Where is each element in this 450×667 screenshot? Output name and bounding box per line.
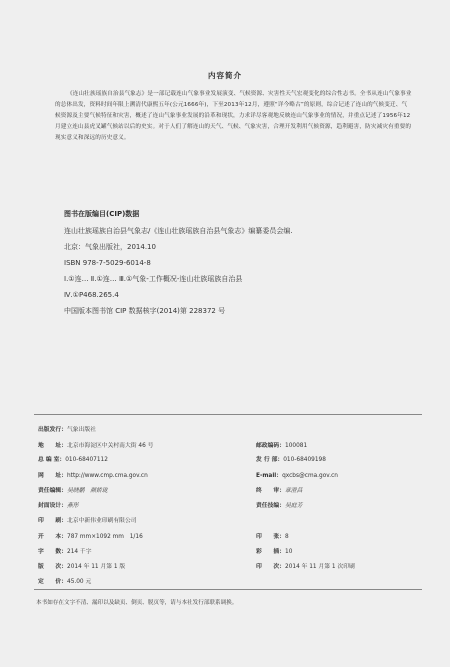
field-value: http://www.cmp.cma.gov.cn [67, 473, 148, 479]
publisher-row [38, 454, 428, 466]
field-label: 封面设计： [38, 503, 67, 509]
cip-line: ISBN 978-7-5029-6014-8 [64, 259, 151, 267]
field-value: 2014 年 11 月第 1 次印刷 [285, 564, 355, 570]
field-label: 定 价： [38, 579, 67, 585]
cip-block [64, 223, 414, 319]
field-label: 印 张： [256, 534, 285, 540]
field-value: 10 [285, 549, 293, 555]
field-label: 出版发行： [38, 427, 67, 433]
summary-text [55, 89, 412, 144]
field-label: 彩 插： [256, 549, 285, 555]
publisher-row [38, 561, 428, 573]
publisher-row [38, 531, 428, 543]
divider-top [34, 414, 422, 415]
field-value: 章澄昌 [285, 488, 303, 494]
field-label: 版 次： [38, 564, 67, 570]
field-value: 气象出版社 [67, 427, 96, 433]
field-value: 燕彤 [67, 503, 79, 509]
publisher-row [38, 515, 428, 527]
field-value: 45.00 元 [67, 579, 92, 585]
cip-heading: 图书在版编目(CIP)数据 [64, 210, 140, 218]
field-label: 地 址： [38, 443, 67, 449]
cip-line: 连山壮族瑶族自治县气象志/《连山壮族瑶族自治县气象志》编纂委员会编. [64, 227, 293, 235]
field-value: 214 千字 [67, 549, 92, 555]
footer-notice: 本书如存在文字不清、漏印以及缺页、倒页、脱页等，请与本社发行部联系调换。 [36, 600, 238, 606]
field-label: 总 编 室： [38, 457, 66, 463]
publisher-row [38, 576, 428, 588]
publisher-row [38, 424, 428, 436]
field-label: 邮政编码： [256, 443, 285, 449]
field-label: 字 数： [38, 549, 67, 555]
cip-number: 中国版本图书馆 CIP 数据核字(2014)第 228372 号 [64, 307, 226, 315]
field-label: 发 行 部： [256, 457, 284, 463]
cip-line: Ⅳ.①P468.265.4 [64, 291, 119, 299]
field-value: 吴庭芳 [285, 503, 303, 509]
field-label: 责任技编： [256, 503, 285, 509]
field-value: 010-68409198 [283, 457, 326, 463]
publisher-row [38, 500, 428, 512]
field-value: qxcbs@cma.gov.cn [282, 473, 338, 479]
publisher-row [38, 546, 428, 558]
cip-line: Ⅰ.①连… Ⅱ.①连… Ⅲ.①气象-工作概况-连山壮族瑶族自治县 [64, 275, 243, 283]
field-value: 吴晓鹏 颜娇珑 [67, 488, 108, 494]
field-label: 印 次： [256, 564, 285, 570]
field-label: E-mail： [256, 473, 283, 479]
summary-paragraph: 《连山壮族瑶族自治县气象志》是一部记载连山气象事业发展演变、气候资源、灾害性天气宏观变化的综合性志书。全书从连山气象事业的总体出发，资料时间年限上溯清代康熙五年(公元1666年)，下至2013年12月，遵照“详今略古”的原则，综合记述了连山的气候变迁、气候资源及主要气候特征和灾害，概述了连山气象事业发展的沿革和现状，力求详尽客观地反映连山气象事业的情况，并重点记述了1956年12月建立连山县虎叉罐气候站以后的史实。对于人们了解连山的天气、气候、气象灾害，合理开发利用气候资源，趋利避害，防灾减灾有重要的现实意义和深远的历史意义。 [55, 91, 412, 141]
field-label: 网 址： [38, 473, 67, 479]
cip-line: 北京：气象出版社，2014.10 [64, 243, 156, 251]
field-value: 787 mm×1092 mm 1/16 [67, 534, 143, 540]
field-label: 终 审： [256, 488, 285, 494]
publisher-row [38, 440, 428, 452]
field-label: 责任编辑： [38, 488, 67, 494]
field-value: 北京中新伟业印刷有限公司 [67, 518, 137, 524]
publisher-row [38, 485, 428, 497]
field-label: 开 本： [38, 534, 67, 540]
field-value: 2014 年 11 月第 1 版 [67, 564, 126, 570]
field-value: 100081 [285, 443, 308, 449]
field-value: 8 [285, 534, 289, 540]
field-value: 010-68407112 [65, 457, 108, 463]
divider-bottom [34, 589, 422, 590]
field-value: 北京市海淀区中关村南大街 46 号 [67, 443, 154, 449]
field-label: 印 刷： [38, 518, 67, 524]
summary-heading: 内容简介 [208, 71, 242, 80]
publisher-row [38, 470, 428, 482]
